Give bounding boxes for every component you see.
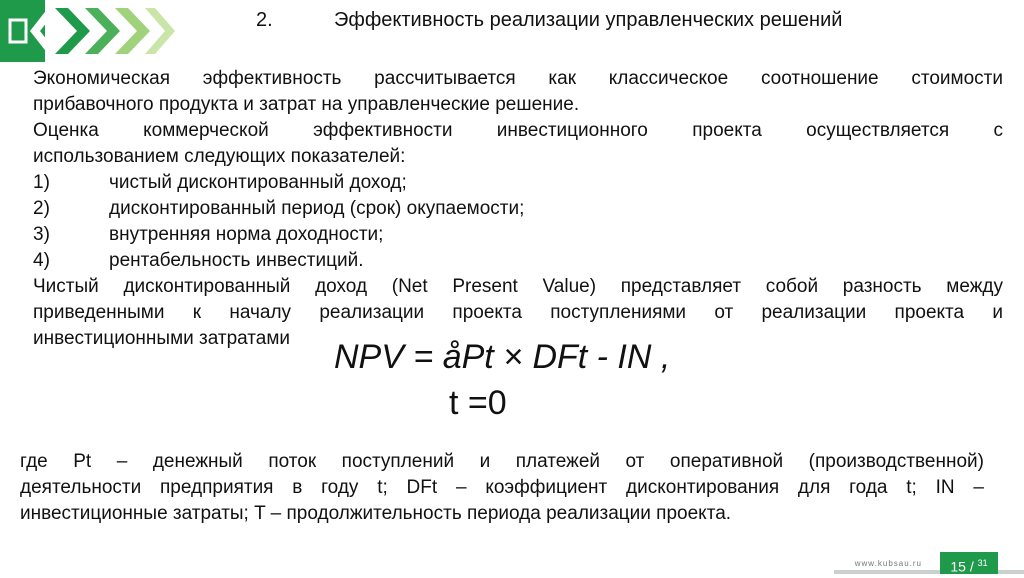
list-item-text: чистый дисконтированный доход; (109, 172, 407, 193)
list-item (33, 196, 1003, 222)
explanation-line-3: инвестиционные затраты; T – продолжительность периода реализации проекта. (20, 503, 732, 524)
list-item-number: 1) (33, 172, 50, 193)
list-item-text: внутренняя норма доходности; (109, 224, 384, 245)
slide-body (33, 66, 1003, 352)
npv-definition-line-1: Чистый дисконтированный доход (Net Present Value) представляет собой разность между (33, 276, 1003, 297)
list-item-number: 3) (33, 224, 50, 245)
current-page: 15 (950, 558, 966, 575)
heading-title: Эффективность реализации управленческих решений (334, 9, 843, 31)
npv-formula: NPV = åPt × DFt - IN , (334, 338, 671, 376)
list-item (33, 222, 1003, 248)
kubsau-logo-icon (0, 0, 175, 62)
formula-explanation (20, 449, 984, 527)
slide-heading (256, 9, 842, 32)
list-item-text: дисконтированный период (срок) окупаемости; (109, 198, 525, 219)
list-item-number: 4) (33, 250, 50, 271)
list-item-number: 2) (33, 198, 50, 219)
heading-number: 2. (256, 9, 273, 31)
npv-definition-line-3: инвестиционными затратами (33, 328, 291, 349)
list-item (33, 248, 1003, 274)
npv-formula-index: t =0 (449, 384, 507, 422)
list-item-text: рентабельность инвестиций. (109, 250, 364, 271)
explanation-line-1: где Pt – денежный поток поступлений и платежей от оперативной (производственной) (20, 451, 984, 472)
paragraph-1-line-2: прибавочного продукта и затрат на управленческие решение. (33, 94, 580, 115)
explanation-line-2: деятельности предприятия в году t; DFt – коэффициент дисконтирования для года t; IN – (20, 477, 984, 498)
paragraph-1-line-1: Экономическая эффективность рассчитывается как классическое соотношение стоимости (33, 68, 1003, 89)
footer-url: www.kubsau.ru (854, 559, 922, 568)
paragraph-2-line-2: использованием следующих показателей: (33, 146, 406, 167)
page-number-badge: 15 / $^{31}$ (940, 552, 998, 574)
npv-definition-line-2: приведенными к началу реализации проекта поступлениями от реализации проекта и (33, 302, 1003, 323)
list-item (33, 170, 1003, 196)
total-pages: 31 (977, 558, 988, 568)
paragraph-2-line-1: Оценка коммерческой эффективности инвестиционного проекта осуществляется с (33, 120, 1003, 141)
